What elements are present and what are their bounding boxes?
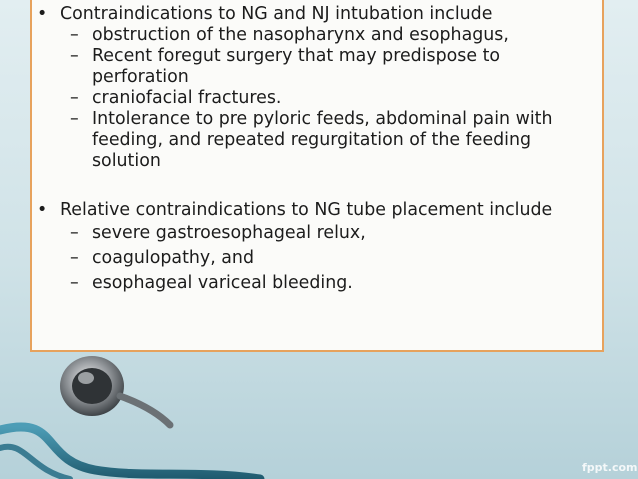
bullet-text: Relative contraindications to NG tube placement include bbox=[60, 200, 553, 220]
sub-item bbox=[32, 109, 592, 172]
sub-item bbox=[32, 88, 602, 109]
bullet-list bbox=[32, 4, 602, 294]
sub-item bbox=[32, 46, 562, 88]
content-box bbox=[30, 0, 604, 352]
sub-item-text: Recent foregut surgery that may predispose to perforation bbox=[92, 46, 501, 87]
sub-item-text: craniofacial fractures. bbox=[92, 88, 282, 108]
sub-list bbox=[32, 223, 602, 294]
sub-item bbox=[32, 25, 602, 46]
bullet-text: Contraindications to NG and NJ intubation include bbox=[60, 4, 493, 24]
bullet-item bbox=[32, 200, 602, 221]
sub-list-wrapper bbox=[32, 25, 602, 172]
sub-item bbox=[32, 223, 602, 244]
footer-logo: fppt.com bbox=[582, 461, 638, 474]
sub-item-text: obstruction of the nasopharynx and esophagus, bbox=[92, 25, 509, 45]
sub-item-text: severe gastroesophageal relux, bbox=[92, 223, 366, 243]
sub-list-wrapper bbox=[32, 223, 602, 294]
bullet-item bbox=[32, 4, 602, 25]
sub-list bbox=[32, 25, 602, 172]
sub-item-text: esophageal variceal bleeding. bbox=[92, 273, 353, 293]
sub-item-text: Intolerance to pre pyloric feeds, abdominal pain with feeding, and repeated regurgitation of the feeding solution bbox=[92, 109, 553, 171]
sub-item bbox=[32, 273, 602, 294]
sub-item bbox=[32, 248, 602, 269]
sub-item-text: coagulopathy, and bbox=[92, 248, 254, 268]
